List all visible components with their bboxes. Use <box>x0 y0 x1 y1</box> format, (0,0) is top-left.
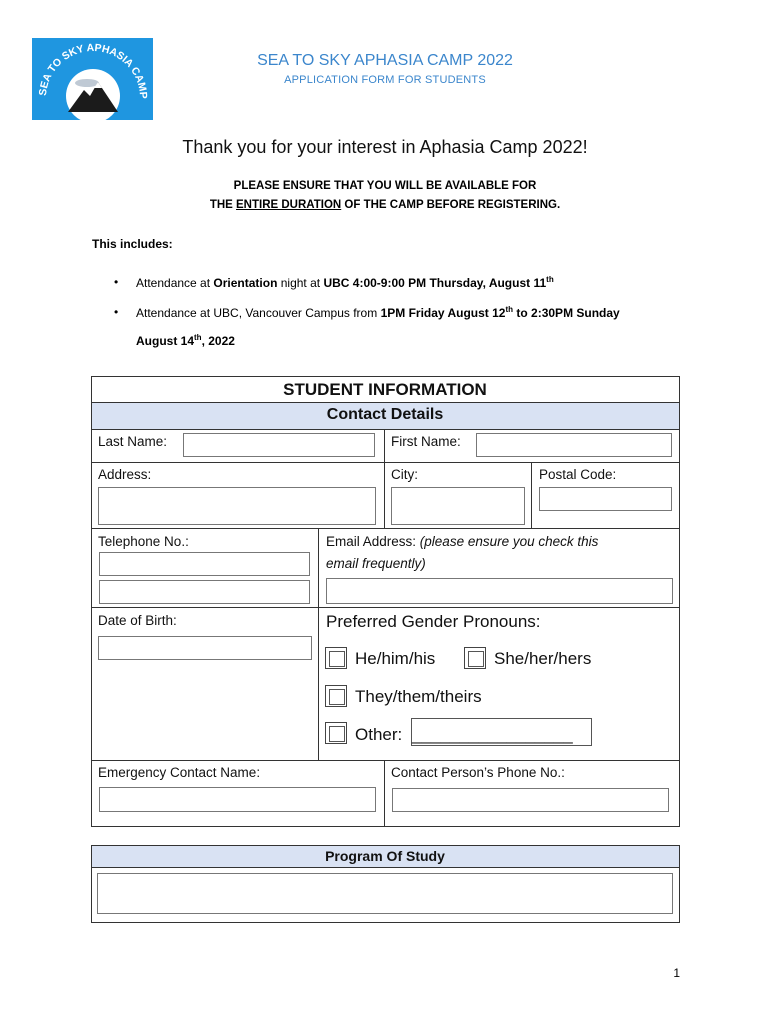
bullet-campus-dates: Attendance at UBC, Vancouver Campus from 1PM Friday August 12th to 2:30PM Sunday <box>136 305 620 320</box>
bullet-campus-dates-cont: August 14th, 2022 <box>136 333 235 348</box>
telephone-field-1[interactable] <box>99 552 310 576</box>
program-of-study-title: Program Of Study <box>325 848 445 864</box>
email-field[interactable] <box>326 578 673 604</box>
address-field[interactable] <box>98 487 376 525</box>
last-name-label: Last Name: <box>98 434 168 449</box>
availability-notice-line2: THE ENTIRE DURATION OF THE CAMP BEFORE REGISTERING. <box>209 199 561 211</box>
dob-label: Date of Birth: <box>98 613 177 628</box>
pronoun-other-label: Other: <box>355 725 403 744</box>
emergency-contact-label: Emergency Contact Name: <box>98 765 261 780</box>
first-name-label: First Name: <box>391 434 461 449</box>
camp-logo <box>32 38 153 120</box>
city-label: City: <box>391 467 418 482</box>
includes-label: This includes: <box>92 237 173 251</box>
pronoun-he-label: He/him/his <box>355 649 436 668</box>
program-of-study-field[interactable] <box>97 873 673 914</box>
other-blank-line: _________________ <box>412 725 573 744</box>
pronoun-they-label: They/them/theirs <box>355 687 482 706</box>
postal-code-field[interactable] <box>539 487 672 511</box>
page-number: 1 <box>673 966 680 980</box>
logo-arc-text: SEA TO SKY APHASIA CAMP <box>36 41 150 100</box>
bullet-orientation: Attendance at Orientation night at UBC 4:00-9:00 PM Thursday, August 11th <box>136 275 554 290</box>
email-label: Email Address: (please ensure you check this <box>326 534 599 549</box>
student-info-title: STUDENT INFORMATION <box>283 380 487 399</box>
pronoun-she-label: She/her/hers <box>494 649 592 668</box>
contact-phone-label: Contact Person’s Phone No.: <box>391 765 565 780</box>
email-note: email frequently) <box>326 556 426 571</box>
pronouns-title: Preferred Gender Pronouns: <box>326 612 541 631</box>
mountain-logo-icon <box>32 38 153 120</box>
pronoun-other-checkbox[interactable] <box>329 726 345 742</box>
thank-you-heading: Thank you for your interest in Aphasia Camp 2022! <box>182 137 588 157</box>
pronoun-he-checkbox[interactable] <box>329 651 345 667</box>
bullet-icon: • <box>114 275 119 289</box>
form-subtitle: APPLICATION FORM FOR STUDENTS <box>284 74 486 86</box>
dob-field[interactable] <box>98 636 312 660</box>
contact-phone-field[interactable] <box>392 788 669 812</box>
city-field[interactable] <box>391 487 525 525</box>
form-title: SEA TO SKY APHASIA CAMP 2022 <box>257 52 513 69</box>
address-label: Address: <box>98 467 152 482</box>
first-name-field[interactable] <box>476 433 672 457</box>
telephone-label: Telephone No.: <box>98 534 189 549</box>
entire-duration-emphasis: ENTIRE DURATION <box>236 199 342 211</box>
emergency-contact-field[interactable] <box>99 787 376 812</box>
pronoun-they-checkbox[interactable] <box>329 689 345 705</box>
contact-details-title: Contact Details <box>326 406 444 423</box>
pronoun-she-checkbox[interactable] <box>468 651 484 667</box>
last-name-field[interactable] <box>183 433 375 457</box>
availability-notice-line1: PLEASE ENSURE THAT YOU WILL BE AVAILABLE FOR <box>233 180 537 192</box>
telephone-field-2[interactable] <box>99 580 310 604</box>
postal-code-label: Postal Code: <box>539 467 617 482</box>
bullet-icon: • <box>114 305 119 319</box>
